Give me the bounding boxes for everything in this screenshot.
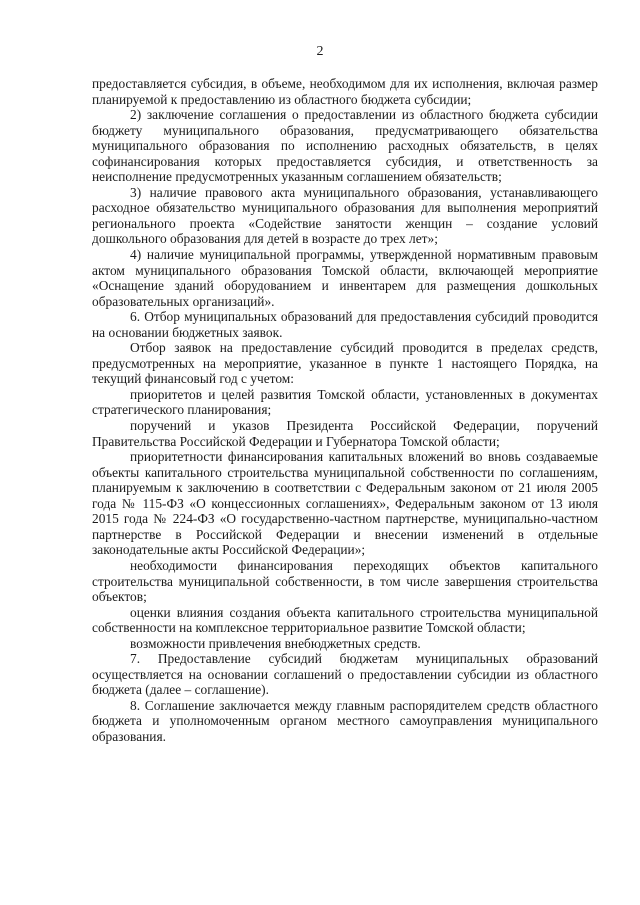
paragraph-item-3: 3) наличие правового акта муниципального образования, устанавливающего расходное обязательство муниципального образования для выполнения мероприятий регионального проекта «Содействие занятости женщин – создание условий дошкольного образования для детей в возрасте до трех лет»; [92, 184, 598, 247]
paragraph-continuation: предоставляется субсидия, в объеме, необходимом для их исполнения, включая размер планируемой к предоставлению из областного бюджета субсидии; [92, 76, 598, 107]
paragraph-criterion-transitional-objects: необходимости финансирования переходящих объектов капитального строительства муниципальной собственности, в том числе завершения строительства объектов; [92, 557, 598, 605]
paragraph-criterion-orders: поручений и указов Президента Российской Федерации, поручений Правительства Российской Федерации и Губернатора Томской области; [92, 418, 598, 449]
paragraph-criterion-priorities: приоритетов и целей развития Томской области, установленных в документах стратегического планирования; [92, 386, 598, 418]
paragraph-item-2: 2) заключение соглашения о предоставлении из областного бюджета субсидии бюджету муниципального образования, предусматривающего обязательства муниципального образования по исполнению расходных обязательств, в целях софинансирования которых предоставляется субсидия, и ответственность за неисполнение предусмотренных указанным соглашением обязательств; [92, 107, 598, 185]
paragraph-criterion-extrabudgetary: возможности привлечения внебюджетных средств. [130, 635, 421, 651]
paragraph-clause-6: 6. Отбор муниципальных образований для предоставления субсидий проводится на основании бюджетных заявок. [92, 309, 598, 340]
page-number: 2 [316, 44, 324, 59]
paragraph-selection-criteria: Отбор заявок на предоставление субсидий проводится в пределах средств, предусмотренных на мероприятие, указанное в пункте 1 настоящего Порядка, на текущий финансовый год с учетом: [92, 340, 598, 387]
paragraph-item-4: 4) наличие муниципальной программы, утвержденной нормативным правовым актом муниципального образования Томской области, включающей мероприятие «Оснащение зданий оборудованием и инвентарем для размещения дошкольных образовательных организаций». [92, 247, 598, 309]
paragraph-clause-7: 7. Предоставление субсидий бюджетам муниципальных образований осуществляется на основании соглашений о предоставлении субсидии из областного бюджета (далее – соглашение). [92, 651, 598, 698]
paragraph-criterion-impact: оценки влияния создания объекта капитального строительства муниципальной собственности на комплексное территориальное развитие Томской области; [92, 604, 598, 636]
document-body [92, 76, 598, 745]
paragraph-clause-8: 8. Соглашение заключается между главным распорядителем средств областного бюджета и уполномоченным органом местного самоуправления муниципального образования. [92, 697, 598, 744]
paragraph-criterion-capital-investment: приоритетности финансирования капитальных вложений во вновь создаваемые объекты капитального строительства муниципальной собственности по соглашениям, планируемым к заключению в соответствии с Федеральным законом от 21 июля 2005 года № 115-ФЗ «О концессионных соглашениях», Федеральным законом от 13 июля 2015 года № 224-ФЗ «О государственно-частном партнерстве, муниципально-частном партнерстве в Российской Федерации и внесении изменений в отдельные законодательные акты Российской Федерации»; [92, 449, 598, 558]
